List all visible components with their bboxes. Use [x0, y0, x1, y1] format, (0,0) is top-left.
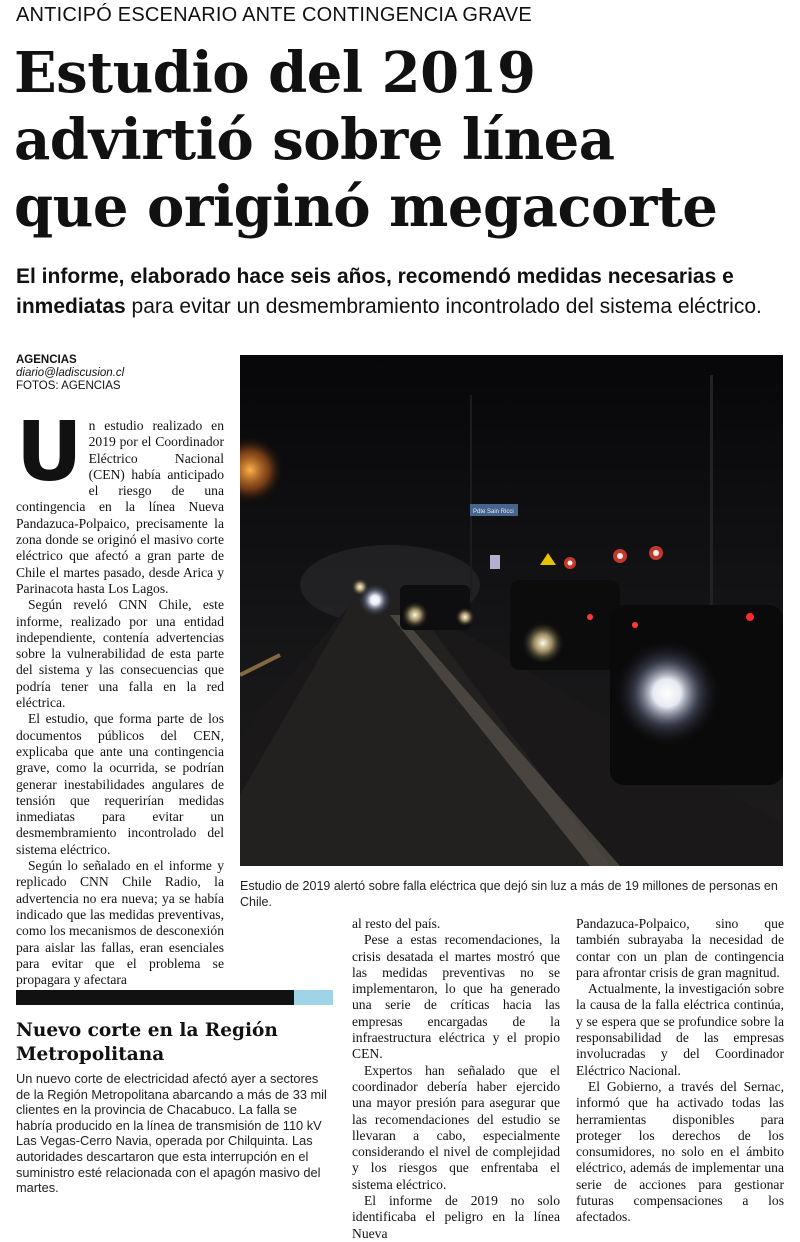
deck-bold: El informe, elaborado hace seis años, recomendó medidas necesarias e inmediatas	[16, 265, 734, 318]
byline-email: diario@ladiscusion.cl	[16, 367, 125, 379]
article-paragraph: Pese a estas recomendaciones, la crisis desatada el martes mostró que las medidas preventivas no se implementaron, lo que ha generado una serie de críticas hacia las empresas encargadas de la infraestructura eléctrica y el propio CEN.	[352, 932, 560, 1062]
article-paragraph: Según lo señalado en el informe y replicado CNN Chile Radio, la advertencia no era nueva; ya se había indicado que las medidas preventivas, como los mecanismos de desconexión para aislar las fallas, eran esenciales para evitar que el problema se propagara y afectara	[16, 858, 224, 988]
article-paragraph: Expertos han señalado que el coordinador debería haber ejercido una mayor presión para asegurar que las recomendaciones del estudio se llevaran a cabo, especialmente considerando el nivel de complejidad y los riesgos que enfrentaba el sistema eléctrico.	[352, 1062, 560, 1192]
byline-agency: AGENCIAS	[16, 354, 77, 366]
sidebox-bar-accent	[294, 990, 333, 1005]
article-paragraph	[16, 405, 224, 597]
byline-photos: FOTOS: AGENCIAS	[16, 380, 121, 392]
photo-illustration	[240, 355, 783, 866]
article-column-2	[352, 916, 560, 1242]
headline-line-2: advirtió sobre línea	[14, 107, 615, 173]
article-column-1	[16, 405, 224, 988]
article-column-3	[576, 916, 784, 1226]
article-paragraph: El estudio, que forma parte de los documentos públicos del CEN, explicaba que ante una contingencia grave, como la ocurrida, se podrían generar inestabilidades angulares de tensión que requerirían medidas inmediatas para evitar un desmembramiento incontrolado del sistema eléctrico.	[16, 711, 224, 857]
drop-cap: U	[16, 405, 83, 500]
headline-line-3: que originó megacorte	[14, 174, 718, 240]
sidebox-body: Un nuevo corte de electricidad afectó ayer a sectores de la Región Metropolitana abarcando a más de 33 mil clientes en la provincia de Chacabuco. La falla se habría producido en la línea de transmisión de 110 kV Las Vegas-Cerro Navia, operada por Chilquinta. Las autoridades descartaron que esta interrupción en el suministro esté relacionada con el apagón masivo del martes.	[16, 1071, 327, 1196]
kicker: ANTICIPÓ ESCENARIO ANTE CONTINGENCIA GRAVE	[16, 4, 532, 26]
photo-caption: Estudio de 2019 alertó sobre falla eléctrica que dejó sin luz a más de 19 millones de personas en Chile.	[240, 879, 778, 909]
article-paragraph: Actualmente, la investigación sobre la causa de la falla eléctrica continúa, y se espera que se profundice sobre la responsabilidad de las empresas involucradas y del Coordinador Eléctrico Nacional.	[576, 981, 784, 1078]
byline	[16, 354, 124, 393]
sidebox-bar-dark	[16, 990, 294, 1005]
deck-regular: para evitar un desmembramiento incontrolado del sistema eléctrico.	[125, 295, 762, 318]
headline	[14, 40, 794, 241]
photo-night-road	[240, 355, 783, 866]
article-paragraph: El informe de 2019 no solo identificaba el peligro en la línea Nueva	[352, 1193, 560, 1241]
headline-line-1: Estudio del 2019	[14, 40, 536, 106]
article-paragraph: El Gobierno, a través del Sernac, informó que ha activado todas las herramientas disponibles para proteger los derechos de los consumidores, no solo en el ámbito eléctrico, además de implementar una serie de acciones para gestionar futuras compensaciones a los afectados.	[576, 1078, 784, 1225]
road-sign-text: Pdte Sain Ricci	[473, 509, 514, 515]
deck	[16, 262, 786, 322]
paragraph-text: n estudio realizado en 2019 por el Coordinador Eléctrico Nacional (CEN) había anticipado el riesgo de una contingencia en la línea Nueva Pandazuca-Polpaico, precisamente la zona donde se originó el masivo corte eléctrico que afectó a gran parte de Chile el martes pasado, desde Arica y Parinacota hasta Los Lagos.	[16, 418, 224, 596]
article-paragraph: Pandazuca-Polpaico, sino que también subrayaba la necesidad de contar con un plan de contingencia para afrontar crisis de gran magnitud.	[576, 916, 784, 980]
article-paragraph: al resto del país.	[352, 916, 441, 931]
article-paragraph: Según reveló CNN Chile, este informe, realizado por una entidad independiente, contenía advertencias sobre la vulnerabilidad de esta parte del sistema y las consecuencias que podría tener una falla en la red eléctrica.	[16, 597, 224, 711]
sidebox-title: Nuevo corte en la Región Metropolitana	[16, 1020, 278, 1065]
